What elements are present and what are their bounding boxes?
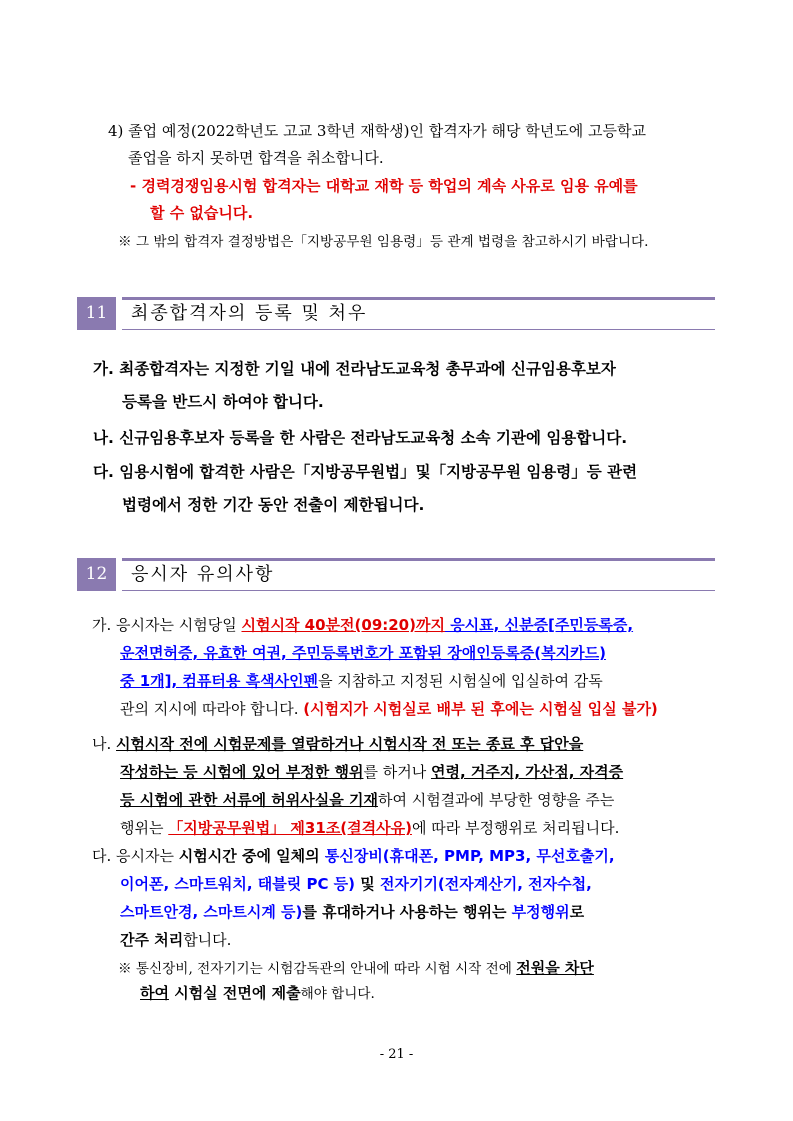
required-items: 응시표, 신분증[주민등록증, [444,616,634,634]
required-items: 중 1개], 컴퓨터용 흑색사인펜 [120,672,319,690]
page-number: - 21 - [379,1047,414,1062]
item-ga-line2: 운전면허증, 유효한 여권, 주민등록번호가 포함된 장애인등록증(복지카드) [120,644,606,662]
text: 합니다. [183,931,232,949]
section-11-item-na: 나. 신규임용후보자 등록을 한 사람은 전라남도교육청 소속 기관에 임용합니다. [93,429,628,447]
emphasis: 시험실 전면에 제출 [168,984,301,1002]
section-11-item-ga-cont: 등록을 반드시 하여야 합니다. [122,393,324,411]
text: 에 따라 부정행위로 처리됩니다. [411,819,620,837]
text: 행위는 [120,819,169,837]
item-na-line4 [120,815,619,842]
text: 가. 응시자는 시험당일 [92,616,242,634]
arrival-time: 시험시작 40분전(09:20)까지 [241,616,445,634]
misconduct: 시험시작 전에 시험문제를 열람하거나 시험시작 전 또는 종료 후 답안을 [116,735,584,753]
section-number: 11 [77,297,116,330]
item-4-line2: 졸업을 하지 못하면 합격을 취소합니다. [128,149,384,167]
misconduct: 등 시험에 관한 서류에 허위사실을 기재 [120,791,378,809]
emphasis: 를 휴대하거나 사용하는 행위는 [302,903,512,921]
device-note-line1 [118,955,594,983]
entry-restriction: (시험지가 시험실로 배부 된 후에는 시험실 입실 불가) [303,700,658,718]
item-na-line3 [120,787,614,814]
item-da-line2 [120,871,592,898]
emphasis: 로 [569,903,585,921]
devices: 스마트안경, 스마트시계 등) [120,903,303,921]
section-11-item-da: 다. 임용시험에 합격한 사람은「지방공무원법」및「지방공무원 임용령」등 관련 [93,463,638,481]
text: ※ 통신장비, 전자기기는 시험감독관의 안내에 따라 시험 시작 전에 [118,961,517,977]
section-11-item-da-cont: 법령에서 정한 기간 동안 전출이 제한됩니다. [122,496,425,514]
item-da-line1 [92,843,615,870]
item-da-line3 [120,899,584,926]
item-ga-line1 [92,612,633,639]
devices: 이어폰, 스마트워치, 태블릿 PC 등) [120,875,356,893]
text: 다. 응시자는 [92,847,179,865]
misconduct: 작성하는 등 시험에 있어 부정한 행위 [120,763,364,781]
item-ga-line3 [120,668,603,695]
text: 을 지참하고 지정된 시험실에 입실하여 감독 [318,672,603,690]
devices: 전자기기(전자계산기, 전자수첩, [379,875,592,893]
section-number: 12 [77,558,116,591]
text: 를 하거나 [363,763,431,781]
item-4-line1: 4) 졸업 예정(2022학년도 고교 3학년 재학생)인 합격자가 해당 학년도에 고등학교 [108,122,646,140]
section-11-header [77,297,715,330]
text: 해야 합니다. [300,986,375,1002]
item-na-line1 [92,731,583,758]
devices: 통신장비(휴대폰, PMP, MP3, 무선호출기, [324,847,615,865]
misconduct: 부정행위 [511,903,570,921]
emphasis: 전원을 차단 [516,959,594,977]
red-note-line1: - 경력경쟁임용시험 합격자는 대학교 재학 등 학업의 계속 사유로 임용 유예를 [130,177,638,195]
red-note-line2: 할 수 없습니다. [150,204,254,222]
law-reference: 「지방공무원법」 제31조(결격사유) [168,819,412,837]
item-ga-line4 [120,696,658,723]
section-11-item-ga: 가. 최종합격자는 지정한 기일 내에 전라남도교육청 총무과에 신규임용후보자 [93,360,616,378]
reference-note: ※ 그 밖의 합격자 결정방법은「지방공무원 임용령」등 관계 법령을 참고하시기 바랍니다. [118,234,649,250]
item-na-line2 [120,759,623,786]
device-note-line2 [140,980,375,1008]
emphasis: 간주 처리 [120,931,184,949]
section-title: 최종합격자의 등록 및 처우 [131,303,368,324]
emphasis: 하여 [140,984,169,1002]
item-da-line4 [120,927,231,954]
text: 하여 시험결과에 부당한 영향을 주는 [377,791,615,809]
emphasis: 시험시간 중에 일체의 [178,847,325,865]
section-12-header [77,558,715,591]
text: 관의 지시에 따라야 합니다. [120,700,304,718]
misconduct: 연령, 거주지, 가산점, 자격증 [430,763,624,781]
section-title: 응시자 유의사항 [131,564,275,585]
text: 나. [92,735,117,753]
emphasis: 및 [355,875,380,893]
